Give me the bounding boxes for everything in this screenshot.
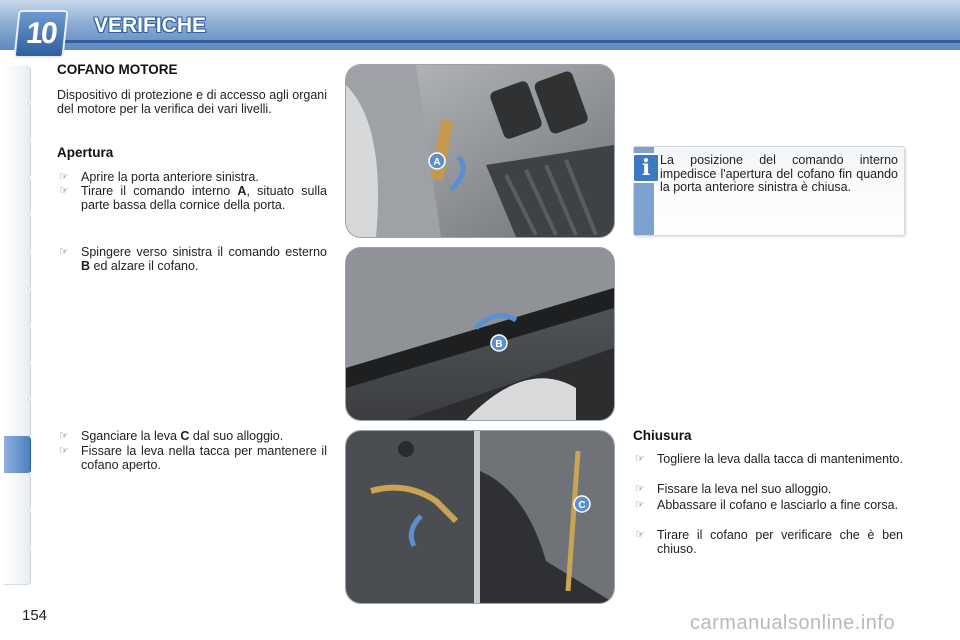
chapter-tab[interactable] xyxy=(4,140,31,178)
chapter-tab[interactable] xyxy=(4,66,31,104)
apertura-step-1: ☞ Aprire la porta anteriore sinistra. xyxy=(59,170,259,184)
chiusura-step-1: ☞ Togliere la leva dalla tacca di mantenimento. xyxy=(635,452,903,466)
header-underline xyxy=(60,40,960,43)
chapter-tab[interactable] xyxy=(4,214,31,252)
chapter-tab[interactable] xyxy=(4,177,31,215)
apertura-step-3: ☞ Spingere verso sinistra il comando esterno B ed alzare il cofano. xyxy=(59,245,327,273)
apertura-step-4: ☞ Sganciare la leva C dal suo alloggio. xyxy=(59,429,284,443)
hand-pointer-icon: ☞ xyxy=(59,185,69,197)
chapter-number-badge: 10 xyxy=(13,10,68,58)
callout-a: A xyxy=(433,157,441,168)
hand-pointer-icon: ☞ xyxy=(59,430,69,442)
chapter-tab[interactable] xyxy=(4,510,31,548)
photo-exterior-release-control xyxy=(345,247,615,421)
chapter-title: VERIFICHE xyxy=(94,14,207,37)
info-note xyxy=(633,146,905,236)
chapter-tab[interactable] xyxy=(4,103,31,141)
chapter-tab[interactable] xyxy=(4,325,31,363)
section-intro: Dispositivo di protezione e di accesso agli organi del motore per la verifica dei vari livelli. xyxy=(57,88,327,116)
chapter-tab[interactable] xyxy=(4,547,31,585)
chapter-tab[interactable] xyxy=(4,251,31,289)
photo-bonnet-prop-rod xyxy=(345,430,615,604)
section-title: COFANO MOTORE xyxy=(57,62,178,77)
chiusura-step-3: ☞ Abbassare il cofano e lasciarlo a fine corsa. xyxy=(635,498,899,512)
callout-c: C xyxy=(578,500,586,511)
apertura-heading: Apertura xyxy=(57,145,114,160)
hand-pointer-icon: ☞ xyxy=(635,483,645,495)
hand-pointer-icon: ☞ xyxy=(59,445,69,457)
hand-pointer-icon: ☞ xyxy=(59,171,69,183)
chiusura-step-4: ☞ Tirare il cofano per verificare che è ben chiuso. xyxy=(635,528,903,556)
chapter-tab-active[interactable] xyxy=(4,436,31,474)
hand-pointer-icon: ☞ xyxy=(635,453,645,465)
chapter-tab[interactable] xyxy=(4,288,31,326)
apertura-step-5: ☞ Fissare la leva nella tacca per mantenere il cofano aperto. xyxy=(59,444,327,472)
callout-b: B xyxy=(495,339,503,350)
page-number: 154 xyxy=(22,607,48,624)
chiusura-heading: Chiusura xyxy=(633,428,692,443)
watermark: carmanualsonline.info xyxy=(690,612,896,634)
info-text: La posizione del comando interno impedisce l'apertura del cofano fin quando la porta anteriore sinistra è chiusa. xyxy=(660,153,898,194)
chapter-tabs xyxy=(0,66,34,578)
hand-pointer-icon: ☞ xyxy=(59,246,69,258)
photo-interior-release-lever xyxy=(345,64,615,238)
chiusura-step-2: ☞ Fissare la leva nel suo alloggio. xyxy=(635,482,832,496)
hand-pointer-icon: ☞ xyxy=(635,529,645,541)
info-icon: i xyxy=(632,153,660,183)
chapter-tab[interactable] xyxy=(4,362,31,400)
chapter-tab[interactable] xyxy=(4,473,31,511)
apertura-step-2: ☞ Tirare il comando interno A, situato sulla parte bassa della cornice della porta. xyxy=(59,184,327,212)
chapter-tab[interactable] xyxy=(4,399,31,437)
hand-pointer-icon: ☞ xyxy=(635,499,645,511)
